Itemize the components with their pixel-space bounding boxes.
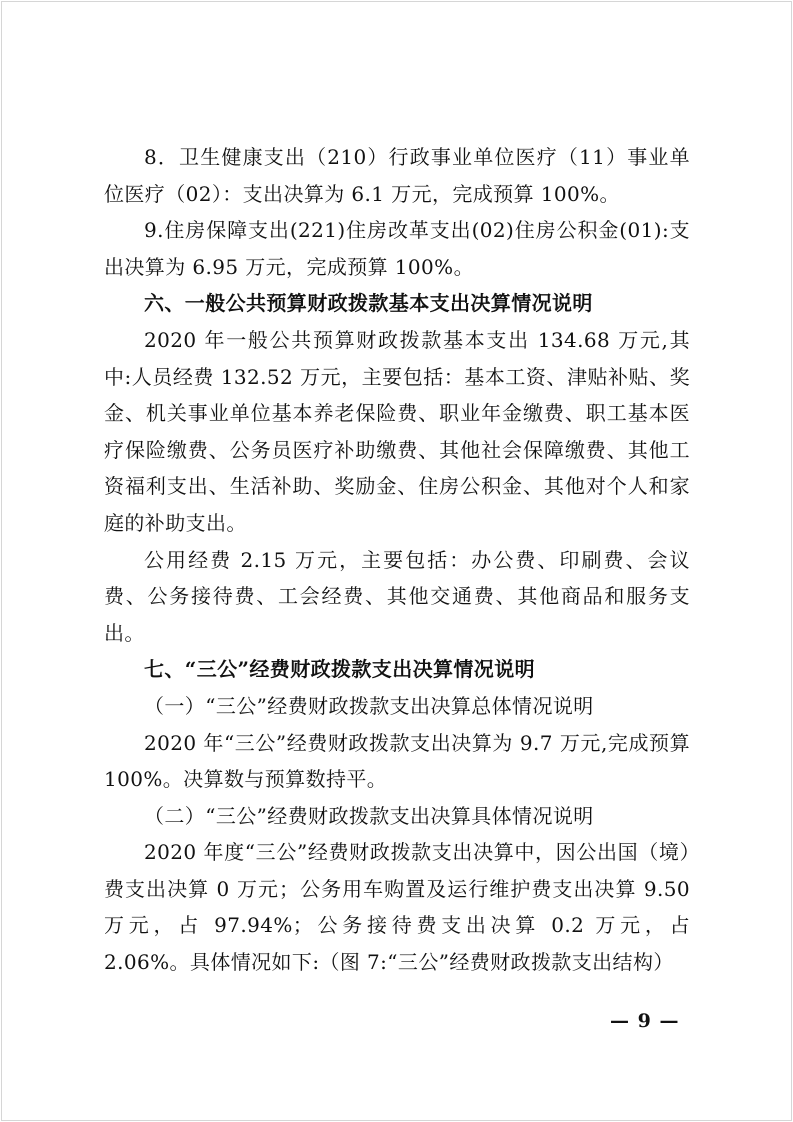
subheading-detail: （二）“三公”经费财政拨款支出决算具体情况说明	[144, 803, 594, 828]
paragraph-housing-expenditure: 9.住房保障支出(221)住房改革支出(02)住房公积金(01):支出决算为 6.95 万元，完成预算 100%。	[104, 218, 690, 279]
paragraph-public-funds: 公用经费 2.15 万元，主要包括：办公费、印刷费、会议费、公务接待费、工会经费、其他交通费、其他商品和服务支出。	[104, 547, 690, 645]
paragraph-overall: 2020 年“三公”经费财政拨款支出决算为 9.7 万元,完成预算 100%。决算数与预算数持平。	[104, 730, 690, 792]
paragraph-health-expenditure: 8．卫生健康支出（210）行政事业单位医疗（11）事业单位医疗（02）：支出决算为 6.1 万元，完成预算 100%。	[104, 145, 690, 206]
paragraph-basic-expenditure: 2020 年一般公共预算财政拨款基本支出 134.68 万元,其中:人员经费 132.52 万元，主要包括：基本工资、津贴补贴、奖金、机关事业单位基本养老保险费、职业年金缴费、职工基本医疗保险缴费、公务员医疗补助缴费、其他社会保障缴费、其他工资福利支出、生活补助、奖励金、住房公积金、其他对个人和家庭的补助支出。	[104, 327, 690, 535]
section-heading-three-public: 七、“三公”经费财政拨款支出决算情况说明	[144, 657, 536, 682]
subheading-overall: （一）“三公”经费财政拨款支出决算总体情况说明	[144, 693, 594, 718]
page-number: — 9 —	[610, 1010, 680, 1032]
document-body	[104, 139, 690, 981]
paragraph-detail: 2020 年度“三公”经费财政拨款支出决算中，因公出国（境）费支出决算 0 万元；公务用车购置及运行维护费支出决算 9.50 万元，占 97.94%；公务接待费支出决算 0.2 万元，占 2.06%。具体情况如下:（图 7:“三公”经费财政拨款支出结构）	[104, 840, 690, 975]
section-heading-basic-expenditure: 六、一般公共预算财政拨款基本支出决算情况说明	[144, 291, 593, 316]
